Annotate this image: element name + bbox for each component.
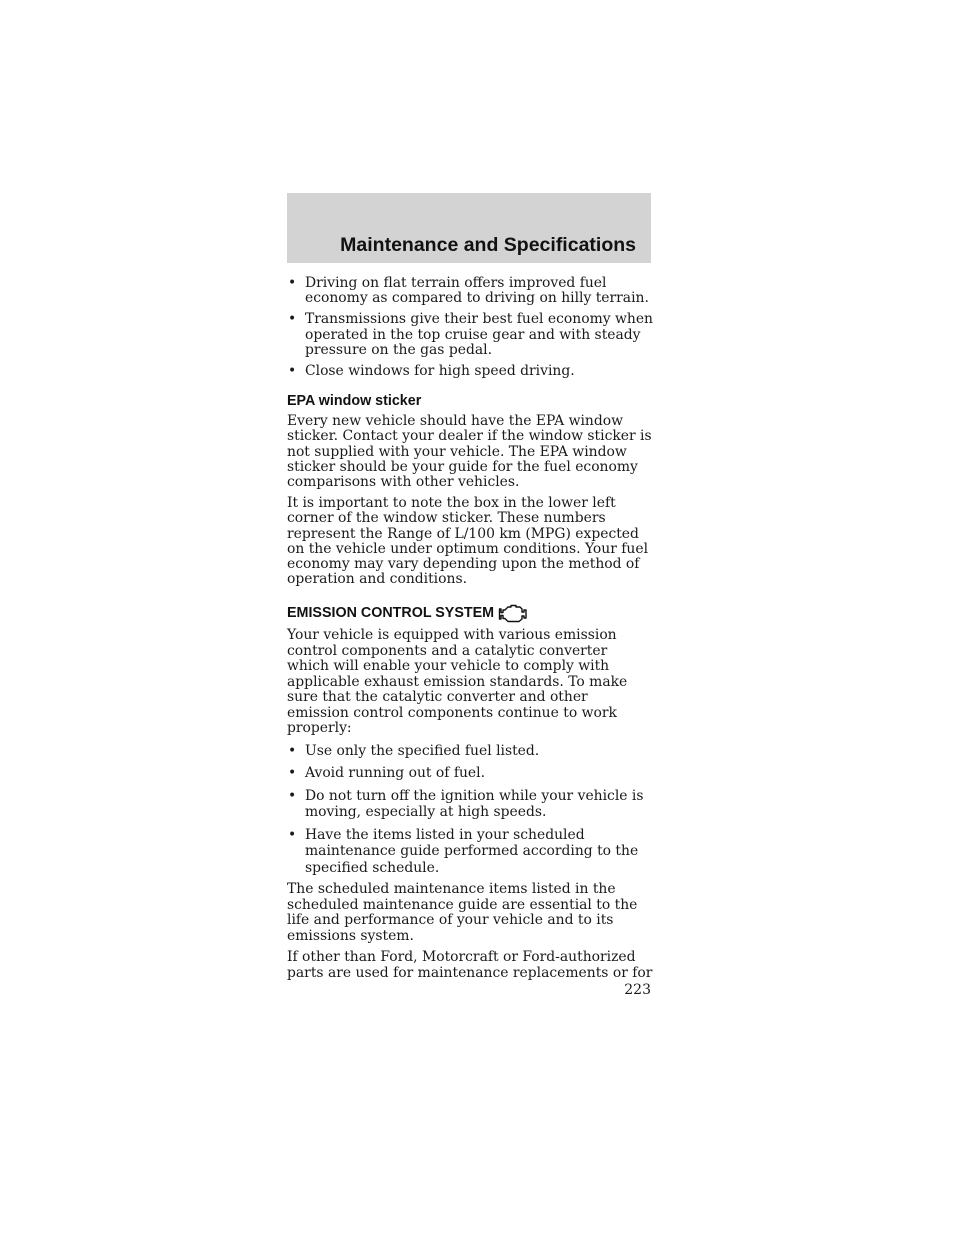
bullet-icon: • — [288, 765, 297, 782]
page-content — [287, 276, 653, 987]
bullet-icon: • — [288, 742, 297, 759]
list-item: • Have the items listed in your scheduled maintenance guide performed according to the specified schedule. — [288, 826, 639, 876]
bullet-icon: • — [288, 787, 297, 804]
list-item: • Close windows for high speed driving. — [288, 363, 575, 380]
list-item: • Transmissions give their best fuel economy when operated in the top cruise gear and with steady pressure on the gas pedal. — [288, 311, 654, 358]
list-item: • Do not turn off the ignition while your vehicle is moving, especially at high speeds. — [288, 787, 644, 821]
epa-paragraph: It is important to note the box in the lower left corner of the window sticker. These numbers represent the Range of L/100 km (MPG) expected on the vehicle under optimum conditions. Your fuel economy may vary depending upon the method of operation and conditions. — [287, 495, 649, 588]
bullet-icon: • — [288, 275, 297, 291]
check-engine-icon — [498, 603, 528, 623]
section-title: Maintenance and Specifications — [340, 234, 636, 256]
bullet-icon: • — [288, 826, 297, 843]
list-item: • Driving on flat terrain offers improved fuel economy as compared to driving on hilly terrain. — [288, 275, 649, 307]
fuel-tips-list — [287, 276, 653, 379]
page-number: 223 — [624, 982, 651, 998]
bullet-icon: • — [288, 311, 297, 328]
list-item: • Avoid running out of fuel. — [288, 765, 485, 782]
emission-heading — [287, 603, 653, 623]
list-item: • Use only the specified fuel listed. — [288, 742, 540, 759]
emission-list — [287, 743, 653, 877]
section-header — [287, 193, 651, 263]
emission-paragraph: The scheduled maintenance items listed in the scheduled maintenance guide are essential to the life and performance of your vehicle and to its emissions system. — [287, 881, 638, 944]
epa-paragraph: Every new vehicle should have the EPA window sticker. Contact your dealer if the window sticker is not supplied with your vehicle. The EPA window sticker should be your guide for the fuel economy comparisons with other vehicles. — [287, 413, 652, 491]
emission-heading-text: EMISSION CONTROL SYSTEM — [287, 605, 495, 622]
epa-heading: EPA window sticker — [287, 393, 422, 410]
emission-paragraph: If other than Ford, Motorcraft or Ford-authorized parts are used for maintenance replacements or for — [287, 949, 653, 981]
emission-intro: Your vehicle is equipped with various emission control components and a catalytic converter which will enable your vehicle to comply with applicable exhaust emission standards. To make sure that the catalytic converter and other emission control components continue to work properly: — [287, 627, 628, 737]
bullet-icon: • — [288, 363, 297, 380]
